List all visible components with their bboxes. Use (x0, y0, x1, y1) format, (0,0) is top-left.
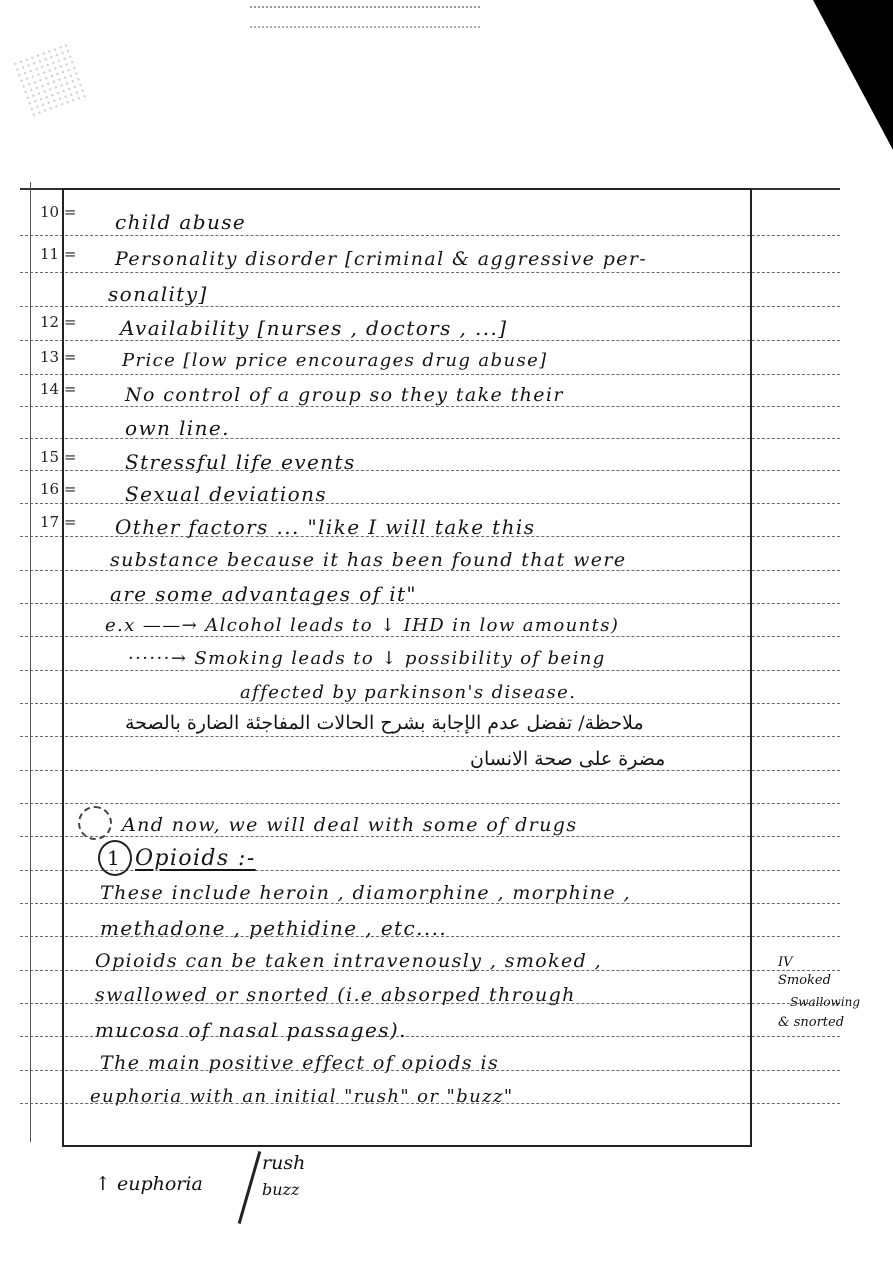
list-item: Stressful life events (125, 450, 356, 474)
bleed-through-header (250, 6, 480, 28)
paragraph-line: Opioids can be taken intravenously , smoked , (95, 950, 603, 972)
highlight-sun-mark (78, 806, 112, 840)
list-item: are some advantages of it" (110, 582, 418, 606)
section-heading: Opioids :- (135, 846, 256, 871)
item-number: 15 = (40, 448, 77, 466)
list-item: child abuse (115, 210, 247, 234)
paragraph-line: swallowed or snorted (i.e absorped through (95, 984, 576, 1006)
left-margin-line (30, 182, 31, 1142)
heading-number: 1 (107, 846, 122, 870)
item-number: 10 = (40, 203, 77, 221)
item-number: 13 = (40, 348, 77, 366)
bottom-note: buzz (262, 1180, 300, 1199)
item-number: 12 = (40, 313, 77, 331)
scan-corner-shadow (813, 0, 893, 150)
margin-note: IV (778, 955, 793, 970)
paragraph-line: euphoria with an initial "rush" or "buzz" (90, 1086, 514, 1107)
margin-note: & snorted (778, 1015, 845, 1030)
list-item: Other factors ... "like I will take this (115, 515, 536, 539)
section-intro: And now, we will deal with some of drugs (122, 814, 578, 836)
paragraph-line: These include heroin , diamorphine , morphine , (100, 882, 631, 904)
margin-note: Swallowing (790, 995, 861, 1009)
list-item: No control of a group so they take their (125, 384, 564, 406)
arabic-note-line-1: ملاحظة/ تفضل عدم الإجابة بشرح الحالات المفاجئة الضارة بالصحة (125, 712, 644, 734)
list-item: Price [low price encourages drug abuse] (122, 350, 548, 371)
paragraph-line: The main positive effect of opiods is (100, 1052, 500, 1074)
paragraph-line: mucosa of nasal passages). (95, 1018, 407, 1042)
bottom-note: rush (262, 1152, 306, 1174)
divider-slash (238, 1151, 262, 1224)
item-number: 17 = (40, 513, 77, 531)
arabic-note-line-2: مضرة على صحة الانسان (470, 748, 666, 770)
bottom-note: ↑ euphoria (95, 1173, 203, 1195)
list-item: Personality disorder [criminal & aggressive per- (115, 248, 648, 270)
list-item: affected by parkinson's disease. (240, 682, 577, 703)
list-item: e.x ——→ Alcohol leads to ↓ IHD in low amounts) (105, 615, 620, 636)
list-item: sonality] (108, 282, 208, 306)
item-number: 16 = (40, 480, 77, 498)
list-item: own line. (125, 416, 230, 440)
list-item: Availability [nurses , doctors , ...] (120, 316, 508, 340)
scan-noise (12, 42, 89, 119)
list-item: Sexual deviations (125, 482, 328, 506)
margin-note: Smoked (778, 973, 831, 988)
list-item: ······→ Smoking leads to ↓ possibility of being (128, 648, 606, 669)
item-number: 14 = (40, 380, 77, 398)
list-item: substance because it has been found that were (110, 549, 627, 571)
item-number: 11 = (40, 245, 77, 263)
paragraph-line: methadone , pethidine , etc.... (100, 916, 448, 940)
